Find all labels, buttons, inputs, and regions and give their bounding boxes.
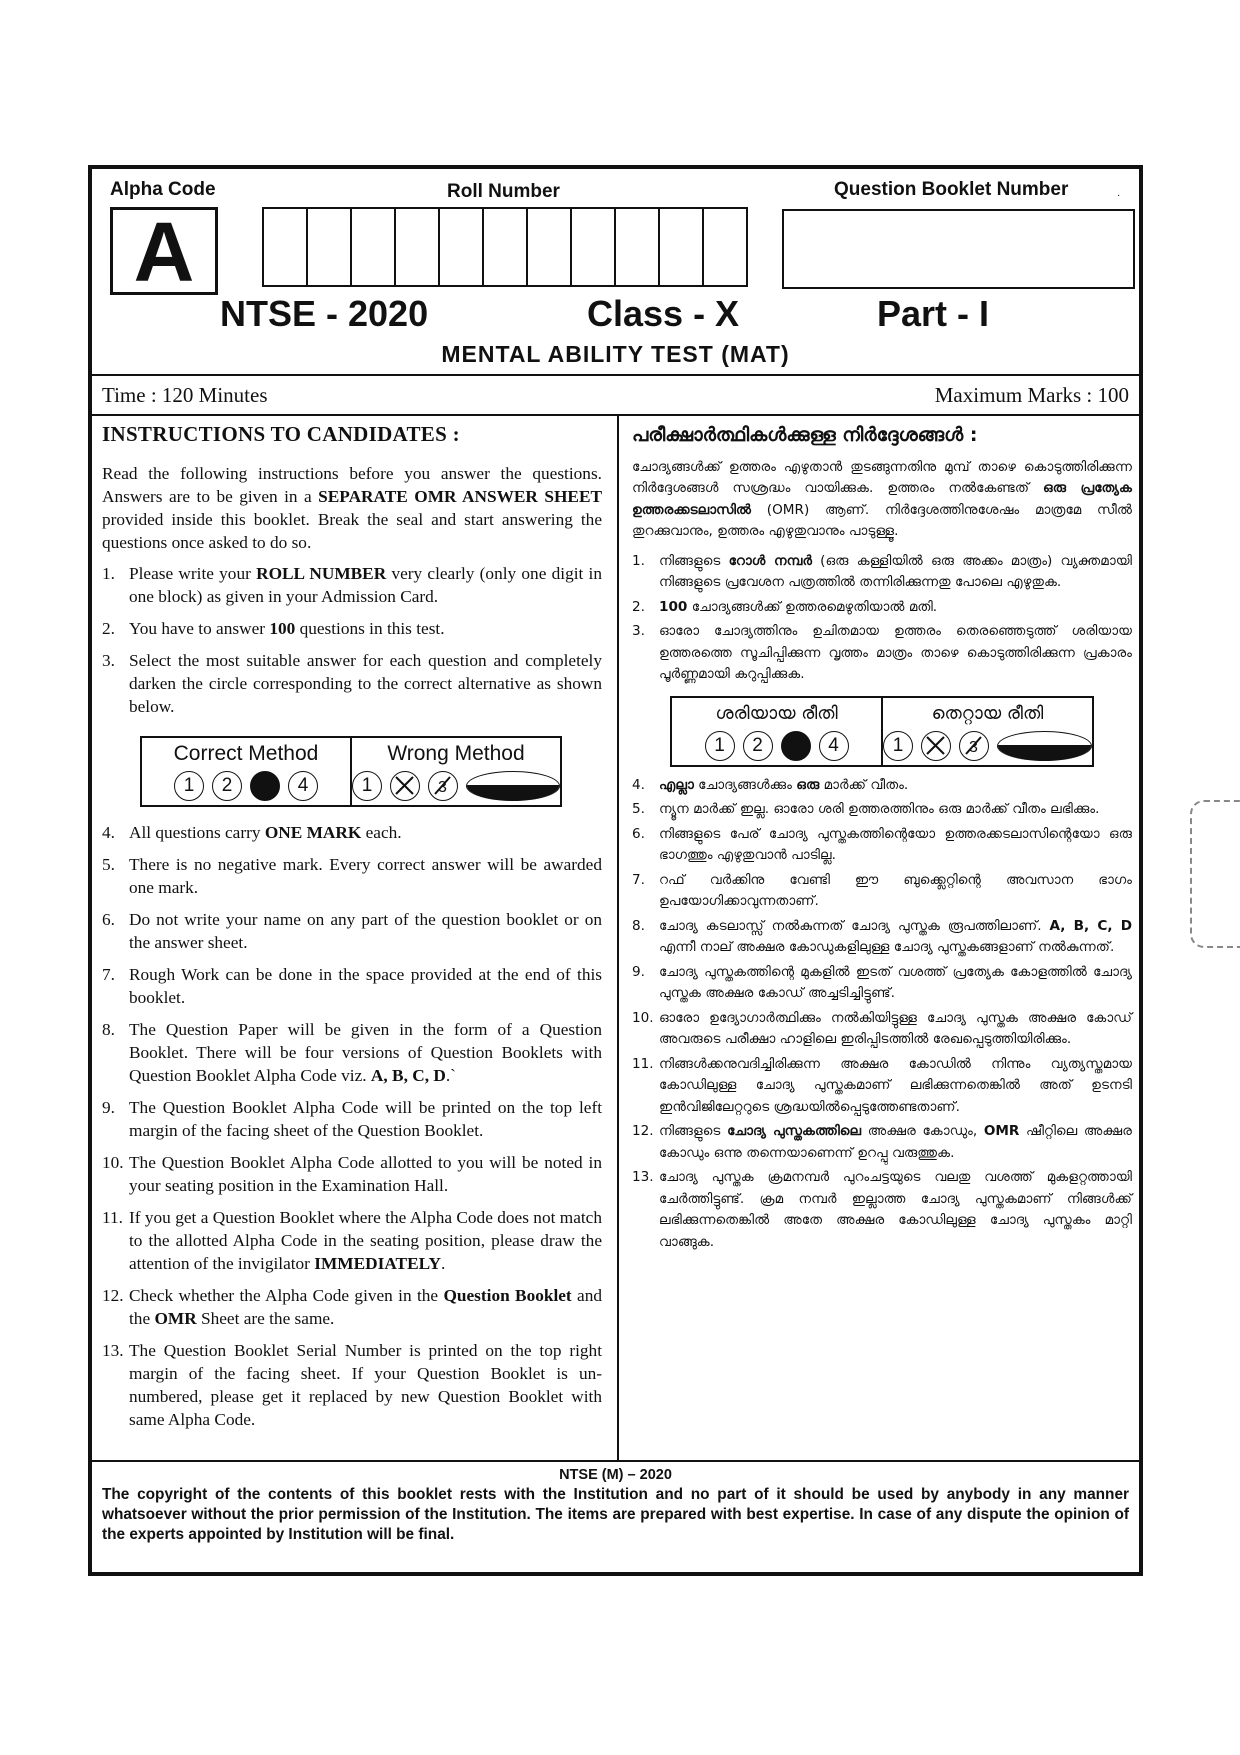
instruction-item — [102, 853, 602, 899]
text-bold: ONE MARK — [264, 823, 362, 842]
booklet-number-box — [782, 209, 1135, 289]
text: Check whether the Alpha Code given in the — [129, 1286, 444, 1305]
instruction-item — [102, 617, 602, 640]
roll-digit-box — [572, 209, 616, 285]
text-bold: IMMEDIATELY — [314, 1254, 442, 1273]
item-number: 9. — [102, 1098, 115, 1117]
correct-method-label: ശരിയായ രീതി — [715, 702, 838, 724]
instruction-item — [632, 1008, 1132, 1051]
text: All questions carry — [129, 823, 265, 842]
instruction-item — [102, 1206, 602, 1275]
text: Sheet are the same. — [196, 1309, 335, 1328]
item-number: 2. — [102, 619, 115, 638]
text-bold: 100 — [269, 619, 296, 638]
text: ഷീറ്റിലെ അക്ഷര കോഡും ഒന്നു തന്നെയാണെന്ന് ഉറപ്പു വരുത്തുക. — [659, 1123, 1132, 1161]
english-intro — [102, 462, 602, 554]
instruction-item — [102, 821, 602, 844]
instruction-item — [102, 1018, 602, 1087]
instruction-item — [632, 799, 1132, 821]
correct-method-cell — [142, 738, 350, 805]
english-heading: INSTRUCTIONS TO CANDIDATES : — [102, 422, 460, 446]
bubble-filled-icon — [781, 731, 811, 761]
part-title: Part - I — [877, 293, 990, 334]
item-number: 6. — [102, 910, 115, 929]
item-number: 3. — [632, 623, 645, 639]
text-bold: റോൾ നമ്പർ — [728, 552, 812, 569]
text: ചോദ്യ കടലാസ്സ് നൽകുന്നത് ചോദ്യ പുസ്തക രൂപത്തിലാണ്. — [659, 917, 1050, 934]
wrong-method-label: Wrong Method — [387, 742, 525, 765]
item-number: 6. — [632, 825, 645, 842]
bubble-row — [352, 771, 560, 801]
roll-digit-box — [484, 209, 528, 285]
divider — [92, 414, 1139, 416]
item-number: 9. — [632, 963, 645, 980]
text: റഫ് വർക്കിനു വേണ്ടി ഈ ബുക്ക്ലെറ്റിന്റെ അവസാന ഭാഗം ഉപയോഗിക്കാവുന്നതാണ്. — [659, 871, 1132, 909]
item-number: 8. — [632, 917, 645, 934]
perforation-mark — [1190, 800, 1240, 948]
bubble-option-1: 1 — [705, 731, 735, 761]
text: provided inside this booklet. Break the seal and start answering the questions once asked to do so. — [102, 510, 602, 552]
marking-method-table — [670, 696, 1094, 767]
item-number: 10. — [102, 1153, 124, 1172]
text-bold: SEPARATE OMR ANSWER SHEET — [318, 487, 602, 506]
text: നിങ്ങളുടെ — [659, 1123, 728, 1139]
bubble-option-4: 4 — [288, 771, 318, 801]
cover-footer — [92, 1460, 1139, 1574]
text: very clearly (only one digit in one block) as given in your Admission Card. — [129, 564, 603, 606]
text: ചോദ്യ പുസ്തക ക്രമനമ്പർ പുറംചട്ടയുടെ വലതു വശത്ത് മുകളറ്റത്തായി ചേർത്തിട്ടുണ്ട്. ക്രമ നമ്പർ ഇല്ലാത്ത ചോദ്യ പുസ്തകമാണ് നിങ്ങൾക്ക് ലഭിക്കുന്നതെങ്കിൽ അതേ അക്ഷര കോഡിലുള്ള ചോദ്യ പുസ്തകം മാറ്റി വാങ്ങുക. — [659, 1169, 1132, 1250]
text: The Question Booklet Alpha Code allotted to you will be noted in your seating position in the Examination Hall. — [129, 1153, 602, 1195]
item-number: 1. — [102, 564, 115, 583]
text: and the — [129, 1286, 603, 1328]
text: The Question Booklet Serial Number is printed on the top right margin of the facing sheet. If your Question Booklet is un-numbered, please get it replaced by new Question Booklet with same Alpha Code. — [129, 1341, 602, 1429]
text: ചോദ്യങ്ങൾക്ക് ഉത്തരം എഴുതാൻ തുടങ്ങുന്നതിനു മുമ്പ് താഴെ കൊടുത്തിരിക്കുന്ന നിർദ്ദേശങ്ങൾ സശ്രദ്ധം വായിക്കുക. ഉത്തരം നൽകേണ്ടത് — [632, 458, 1132, 496]
instruction-item — [102, 1096, 602, 1142]
text: You have to answer — [129, 619, 270, 638]
text-bold: A, B, C, D — [370, 1066, 446, 1085]
roll-number-label: Roll Number — [447, 181, 560, 202]
marking-method-table — [140, 736, 562, 807]
malayalam-intro — [632, 457, 1132, 543]
bubble-label: 3 — [969, 738, 978, 756]
instruction-item — [632, 597, 1132, 619]
english-instructions — [102, 417, 602, 1440]
text: ചോദ്യങ്ങൾക്കും — [693, 776, 797, 793]
booklet-number-label: Question Booklet Number — [834, 179, 1069, 200]
text-bold: ഒരു — [796, 776, 820, 793]
time-marks-row — [102, 379, 1129, 413]
bubble-ticked-icon — [959, 731, 989, 761]
text-bold: Question Booklet — [443, 1286, 572, 1305]
text-bold: ഒരു പ്രത്യേക ഉത്തരക്കടലാസിൽ — [632, 480, 1133, 518]
class-title: Class - X — [587, 293, 740, 334]
roll-digit-box — [440, 209, 484, 285]
bubble-half-filled-icon — [997, 731, 1092, 761]
bubble-half-filled-icon — [466, 771, 560, 801]
item-number: 3. — [102, 651, 115, 670]
item-number: 10. — [632, 1009, 654, 1026]
text: (OMR) ആണ്. നിർദ്ദേശത്തിനുശേഷം മാത്രമേ സീൽ തുറക്കുവാനും, ഉത്തരം എഴുതുവാനും പാടുള്ളൂ. — [632, 501, 1132, 539]
roll-digit-box — [308, 209, 352, 285]
item-number: 1. — [632, 552, 645, 569]
test-name: MENTAL ABILITY TEST (MAT) — [441, 341, 790, 367]
item-number: 5. — [632, 801, 645, 817]
text: .` — [445, 1066, 456, 1085]
instruction-item — [632, 1054, 1132, 1119]
instruction-item — [632, 1167, 1132, 1253]
item-number: 12. — [632, 1123, 654, 1139]
exam-title: NTSE - 2020 — [220, 293, 429, 334]
maximum-marks: Maximum Marks : 100 — [934, 383, 1129, 407]
text: ഓരോ ഉദ്യോഗാർത്ഥിക്കും നൽകിയിട്ടുള്ള ചോദ്യ പുസ്തക അക്ഷര കോഡ് അവരുടെ പരീക്ഷാ ഹാളിലെ ഇരിപ്പിടത്തിൽ രേഖപ്പെടുത്തിയിരിക്കും. — [659, 1009, 1132, 1047]
divider — [92, 374, 1139, 376]
instruction-item — [102, 963, 602, 1009]
text: . — [441, 1254, 446, 1273]
cover-header — [92, 169, 1139, 374]
instruction-item — [632, 870, 1132, 913]
bubble-label: 3 — [438, 779, 447, 796]
text: questions in this test. — [295, 619, 445, 638]
instruction-item — [102, 1151, 602, 1197]
instruction-item — [102, 908, 602, 954]
instruction-item — [632, 962, 1132, 1005]
text: ന്യൂന മാർക്ക് ഇല്ല. ഓരോ ശരി ഉത്തരത്തിനും ഒരു മാർക്ക് വീതം ലഭിക്കും. — [659, 801, 1100, 817]
text-bold: A, B, C, D — [1049, 917, 1132, 934]
alpha-code-box: A — [110, 207, 218, 295]
text: Do not write your name on any part of the question booklet or on the answer sheet. — [129, 910, 602, 952]
text: നിങ്ങളുടെ — [659, 552, 729, 569]
bubble-filled-icon — [250, 771, 280, 801]
roll-digit-box — [352, 209, 396, 285]
instruction-item — [102, 562, 602, 608]
text: Rough Work can be done in the space provided at the end of this booklet. — [129, 965, 602, 1007]
malayalam-heading: പരീക്ഷാർത്ഥികൾക്കുള്ള നിർദ്ദേശങ്ങൾ : — [632, 424, 978, 446]
item-number: 4. — [632, 776, 645, 793]
wrong-method-cell — [350, 738, 560, 805]
roll-digit-box — [616, 209, 660, 285]
roll-digit-box — [660, 209, 704, 285]
text-bold: OMR — [154, 1309, 197, 1328]
item-number: 5. — [102, 855, 115, 874]
text: The Question Paper will be given in the form of a Question Booklet. There will be four versions of Question Booklets with Question Booklet Alpha Code viz. — [129, 1020, 602, 1085]
item-number: 7. — [102, 965, 115, 984]
booklet-cover — [88, 165, 1143, 1576]
bubble-option-1: 1 — [883, 731, 913, 761]
bubble-option-2: 2 — [212, 771, 242, 801]
instruction-item — [632, 775, 1132, 797]
text-bold: എല്ലാ — [659, 776, 694, 793]
alpha-code-label: Alpha Code — [110, 179, 216, 200]
text-bold: ചോദ്യ പുസ്തകത്തിലെ — [727, 1123, 862, 1139]
text: അക്ഷര കോഡും, — [861, 1123, 984, 1139]
text-bold: 100 — [659, 598, 688, 615]
text: ചോദ്യങ്ങൾക്ക് ഉത്തരമെഴുതിയാൽ മതി. — [687, 598, 938, 615]
malayalam-instructions — [632, 417, 1132, 1256]
roll-number-boxes — [262, 207, 748, 287]
item-number: 12. — [102, 1286, 124, 1305]
roll-digit-box — [704, 209, 748, 285]
text: There is no negative mark. Every correct answer will be awarded one mark. — [129, 855, 602, 897]
text: നിങ്ങളുടെ പേര് ചോദ്യ പുസ്തകത്തിന്റെയോ ഉത്തരക്കടലാസിന്റെയോ ഒരു ഭാഗത്തും എഴുതുവാൻ പാടില്ല. — [659, 825, 1132, 863]
bubble-row — [672, 731, 881, 761]
roll-digit-box — [396, 209, 440, 285]
roll-digit-box — [528, 209, 572, 285]
bubble-crossed-icon — [390, 771, 420, 801]
bubble-option-2: 2 — [743, 731, 773, 761]
correct-method-cell — [672, 698, 881, 765]
instruction-item — [102, 1284, 602, 1330]
instruction-item — [102, 649, 602, 718]
item-number: 4. — [102, 823, 115, 842]
item-number: 11. — [632, 1055, 654, 1072]
instruction-item — [632, 916, 1132, 959]
instruction-item — [632, 1121, 1132, 1164]
wrong-method-cell — [881, 698, 1092, 765]
column-divider — [617, 416, 619, 1460]
text: (ഒരു കള്ളിയിൽ ഒരു അക്കം മാത്രം) വ്യക്തമായി നിങ്ങളുടെ പ്രവേശന പത്രത്തിൽ തന്നിരിക്കുന്നതു പോലെ എഴുതുക. — [659, 552, 1133, 590]
text: Select the most suitable answer for each question and completely darken the circle corresponding to the correct alternative as shown below. — [129, 651, 602, 716]
bubble-crossed-icon — [921, 731, 951, 761]
text-bold: ROLL NUMBER — [256, 564, 387, 583]
item-number: 13. — [102, 1341, 124, 1360]
instruction-item — [632, 824, 1132, 867]
item-number: 13. — [632, 1169, 654, 1185]
footer-code: NTSE (M) – 2020 — [559, 1467, 672, 1483]
text: Please write your — [129, 564, 257, 583]
bubble-row — [142, 771, 350, 801]
text: ഓരോ ചോദ്യത്തിനും ഉചിതമായ ഉത്തരം തെരഞ്ഞെടുത്ത് ശരിയായ ഉത്തരത്തെ സൂചിപ്പിക്കുന്ന വൃത്തം മാത്രം താഴെ കൊടുത്തിരിക്കുന്ന പ്രകാരം പൂർണ്ണമായി കറുപ്പിക്കുക. — [659, 623, 1132, 682]
bubble-row — [883, 731, 1092, 761]
item-number: 8. — [102, 1020, 115, 1039]
correct-method-label: Correct Method — [173, 742, 319, 765]
text: Read the following instructions before you answer the questions. Answers are to be given in a — [102, 464, 602, 506]
text-bold: OMR — [983, 1123, 1020, 1139]
text: each. — [361, 823, 402, 842]
item-number: 11. — [102, 1208, 123, 1227]
bubble-option-1: 1 — [174, 771, 204, 801]
instruction-item — [632, 621, 1132, 686]
text: മാർക്ക് വീതം. — [819, 776, 909, 793]
wrong-method-label: തെറ്റായ രീതി — [931, 702, 1044, 724]
text: എന്നീ നാല് അക്ഷര കോഡുകളിലുള്ള ചോദ്യ പുസ്തകങ്ങളാണ് നൽകുന്നത്. — [659, 939, 1115, 955]
text: ചോദ്യ പുസ്തകത്തിന്റെ മുകളിൽ ഇടത് വശത്ത് പ്രത്യേക കോളത്തിൽ ചോദ്യ പുസ്തക അക്ഷര കോഡ് അച്ചടിച്ചിട്ടുണ്ട്. — [659, 963, 1132, 1001]
stray-mark: · — [1117, 191, 1121, 202]
instruction-item — [632, 551, 1132, 594]
bubble-option-1: 1 — [352, 771, 382, 801]
roll-digit-box — [264, 209, 308, 285]
text: If you get a Question Booklet where the Alpha Code does not match to the allotted Alpha Code in the seating position, please draw the attention of the invigilator — [129, 1208, 602, 1273]
copyright-notice: The copyright of the contents of this booklet rests with the Institution and no part of it should be used by anybody in any manner whatsoever without the prior permission of the Institution. The items are prepared with best expertise. In case of any dispute the opinion of the experts appointed by Institution will be final. — [102, 1486, 1129, 1543]
bubble-option-4: 4 — [819, 731, 849, 761]
item-number: 7. — [632, 871, 645, 888]
time-allowed: Time : 120 Minutes — [102, 383, 268, 407]
text: നിങ്ങൾക്കനുവദിച്ചിരിക്കുന്ന അക്ഷര കോഡിൽ നിന്നും വ്യത്യസ്തമായ കോഡിലുള്ള ചോദ്യ പുസ്തകമാണ് ലഭിക്കുന്നതെങ്കിൽ അത് ഉടനടി ഇൻവിജിലേറ്ററുടെ ശ്രദ്ധയിൽപ്പെടുത്തേണ്ടതാണ്. — [659, 1055, 1132, 1115]
item-number: 2. — [632, 598, 645, 615]
bubble-ticked-icon — [428, 771, 458, 801]
text: The Question Booklet Alpha Code will be printed on the top left margin of the facing sheet of the Question Booklet. — [129, 1098, 602, 1140]
instruction-item — [102, 1339, 602, 1431]
